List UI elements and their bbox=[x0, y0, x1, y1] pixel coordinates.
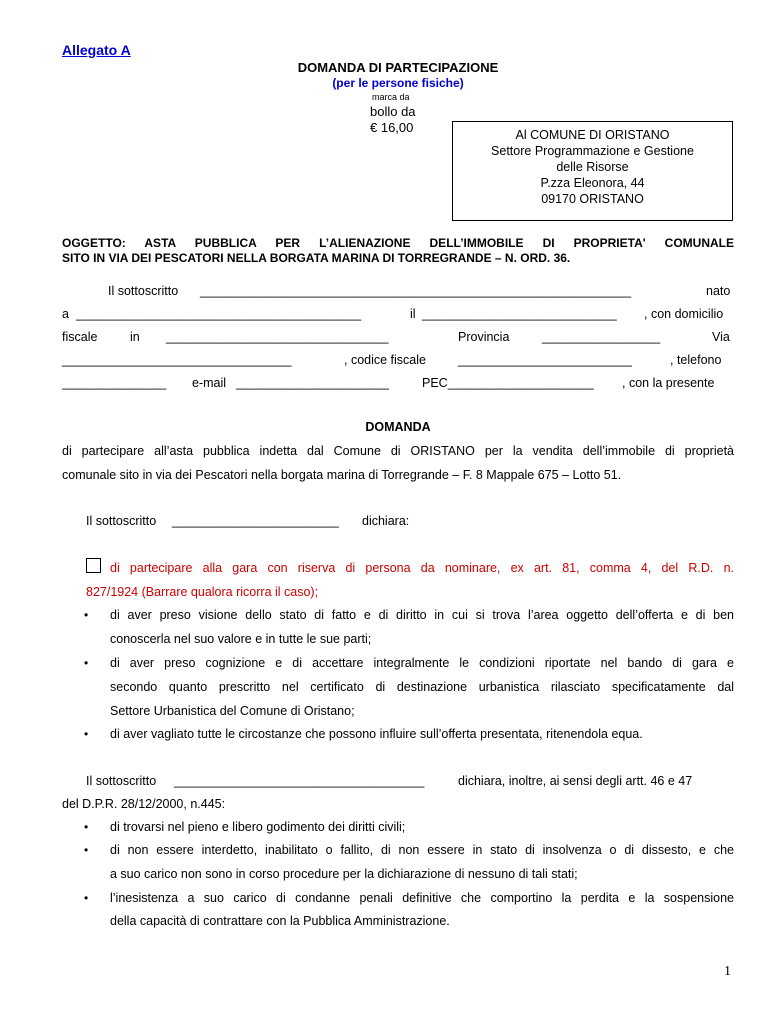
address-line-4: P.zza Eleonora, 44 bbox=[540, 176, 645, 190]
page-number: 1 bbox=[724, 964, 731, 979]
dichiara1-b3-line-1: di aver vagliato tutte le circostanze che possono influire sull’offerta presentata, ritenendola equa. bbox=[110, 727, 643, 741]
dichiara1-b2-line-2: secondo quanto prescritto nel certificato di destinazione urbanistica rilasciato specificatamente dal bbox=[110, 680, 734, 694]
form-provincia-blank[interactable]: _________________ bbox=[542, 330, 661, 344]
bullet-glyph: • bbox=[84, 820, 89, 834]
bullet-glyph: • bbox=[84, 843, 89, 857]
form-via-label: Via bbox=[712, 330, 730, 344]
form-phone-blank[interactable]: _______________ bbox=[62, 376, 167, 390]
form-sottoscritto-label: Il sottoscritto bbox=[108, 284, 179, 298]
form-provincia-label: Provincia bbox=[458, 330, 510, 344]
dichiara1-b1-line-2: conoscerla nel suo valore e in tutte le sue parti; bbox=[110, 632, 372, 646]
riserva-line-1: di partecipare alla gara con riserva di persona da nominare, ex art. 81, comma 4, del R.D. n. bbox=[110, 561, 734, 575]
form-domicilio-label: , con domicilio bbox=[644, 307, 724, 321]
marca-label-small: marca da bbox=[372, 92, 410, 102]
form-pec-label-blank[interactable]: PEC_____________________ bbox=[422, 376, 594, 390]
page-title: DOMANDA DI PARTECIPAZIONE bbox=[297, 60, 499, 75]
dichiara1-b1-line-1: di aver preso visione dello stato di fatto e di diritto in cui si trova l’area oggetto dell’offerta e di ben bbox=[110, 608, 734, 622]
dichiara2-intro-line-2: del D.P.R. 28/12/2000, n.445: bbox=[62, 797, 226, 811]
marca-line-1: bollo da bbox=[370, 104, 416, 119]
riserva-checkbox[interactable] bbox=[86, 558, 101, 573]
address-line-3: delle Risorse bbox=[556, 160, 629, 174]
oggetto-block bbox=[62, 236, 734, 266]
form-codice-fiscale-blank[interactable]: _________________________ bbox=[458, 353, 632, 367]
bullet-glyph: • bbox=[84, 891, 89, 905]
form-nato-label: nato bbox=[706, 284, 731, 298]
dichiara2-sottoscritto-label: Il sottoscritto bbox=[86, 774, 157, 788]
page-subtitle: (per le persone fisiche) bbox=[332, 76, 464, 90]
form-birthplace-blank[interactable]: _________________________________________ bbox=[76, 307, 362, 321]
address-line-1: Al COMUNE DI ORISTANO bbox=[515, 128, 670, 142]
dichiara1-b2-line-1: di aver preso cognizione e di accettare integralmente le condizioni riportate nel bando di gara e bbox=[110, 656, 734, 670]
marca-line-2: € 16,00 bbox=[370, 120, 414, 135]
form-fiscale-label: fiscale bbox=[62, 330, 98, 344]
form-con-la-presente: , con la presente bbox=[622, 376, 715, 390]
form-email-blank[interactable]: ______________________ bbox=[236, 376, 389, 390]
form-city-blank[interactable]: ________________________________ bbox=[166, 330, 389, 344]
bullet-glyph: • bbox=[84, 727, 89, 741]
marca-label bbox=[370, 104, 416, 136]
dichiara2-b1-line-1: di trovarsi nel pieno e libero godimento dei diritti civili; bbox=[110, 820, 406, 834]
dichiara1-name-blank[interactable]: ________________________ bbox=[172, 514, 339, 528]
dichiara1-sottoscritto-label: Il sottoscritto bbox=[86, 514, 157, 528]
dichiara2-b2-line-1: di non essere interdetto, inabilitato o fallito, di non essere in stato di insolvenza o di dissesto, e che bbox=[110, 843, 734, 857]
domanda-line-2: comunale sito in via dei Pescatori nella borgata marina di Torregrande – F. 8 Mappale 675 – Lotto 51. bbox=[62, 468, 622, 482]
address-line-2: Settore Programmazione e Gestione bbox=[491, 144, 694, 158]
form-in-label: in bbox=[130, 330, 140, 344]
dichiara2-name-blank[interactable]: ____________________________________ bbox=[174, 774, 425, 788]
domanda-heading: DOMANDA bbox=[365, 420, 431, 434]
form-il-label: il bbox=[410, 307, 416, 321]
dichiara2-dichiara-label: dichiara, inoltre, ai sensi degli artt. 46 e 47 bbox=[458, 774, 693, 788]
dichiara2-b2-line-2: a suo carico non sono in corso procedure per la dichiarazione di nessuno di tali stati; bbox=[110, 867, 578, 881]
form-name-blank[interactable]: ______________________________________________________________ bbox=[200, 284, 632, 298]
dichiara1-dichiara-label: dichiara: bbox=[362, 514, 410, 528]
form-birthdate-blank[interactable]: ____________________________ bbox=[422, 307, 617, 321]
address-line-5: 09170 ORISTANO bbox=[541, 192, 644, 206]
form-street-blank[interactable]: _________________________________ bbox=[62, 353, 292, 367]
riserva-line-2: 827/1924 (Barrare qualora ricorra il caso); bbox=[86, 585, 319, 599]
form-codice-fiscale-label: , codice fiscale bbox=[344, 353, 426, 367]
oggetto-line-2: SITO IN VIA DEI PESCATORI NELLA BORGATA MARINA DI TORREGRANDE – N. ORD. 36. bbox=[62, 251, 571, 265]
oggetto-line-1: OGGETTO: ASTA PUBBLICA PER L’ALIENAZIONE DELL’IMMOBILE DI PROPRIETA' COMUNALE bbox=[62, 236, 734, 250]
allegato-label: Allegato A bbox=[62, 42, 131, 58]
bullet-glyph: • bbox=[84, 656, 89, 670]
recipient-address-box bbox=[452, 121, 733, 221]
dichiara2-b3-line-1: l’inesistenza a suo carico di condanne penali definitive che comportino la perdita e la sospensione bbox=[110, 891, 734, 905]
dichiara1-b2-line-3: Settore Urbanistica del Comune di Oristano; bbox=[110, 704, 355, 718]
domanda-line-1: di partecipare all’asta pubblica indetta dal Comune di ORISTANO per la vendita dell’immobile di proprietà bbox=[62, 444, 734, 458]
form-a-label: a bbox=[62, 307, 69, 321]
form-telefono-label: , telefono bbox=[670, 353, 722, 367]
bullet-glyph: • bbox=[84, 608, 89, 622]
dichiara2-b3-line-2: della capacità di contrattare con la Pubblica Amministrazione. bbox=[110, 914, 450, 928]
form-email-label: e-mail bbox=[192, 376, 227, 390]
